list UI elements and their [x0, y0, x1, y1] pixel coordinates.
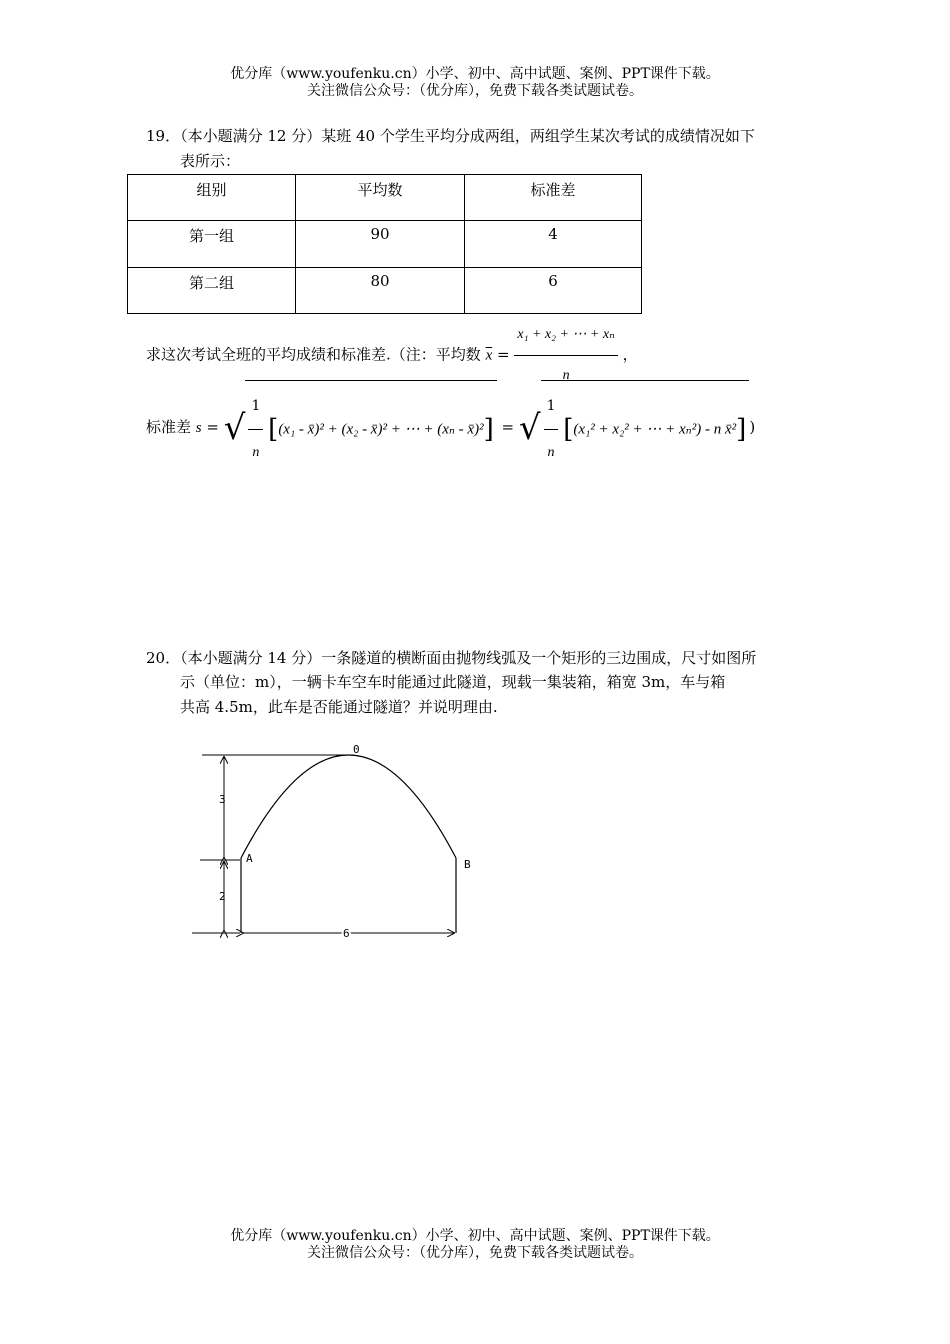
radical-sign-icon: √ [223, 408, 246, 448]
radicand-1 [245, 380, 496, 476]
q19-line-2: 表所示： [180, 152, 241, 170]
std-expression-1: (x₁ - x̄)² + (x₂ - x̄)² + ⋯ + (xₙ - x̄)² [278, 421, 484, 438]
q20-line-2: 示（单位：m），一辆卡车空车时能通过此隧道，现载一集装箱，箱宽 3m，车与箱 [180, 673, 726, 691]
q19-line-1: 19．（本小题满分 12 分）某班 40 个学生平均分成两组，两组学生某次考试的成绩情况如下 [146, 127, 755, 145]
tunnel-diagram [190, 740, 500, 950]
std-expression-2: (x₁² + x₂² + ⋯ + xₙ²) - n x̄² [573, 421, 737, 438]
table-header-cell: 标准差 [465, 175, 642, 221]
label-dim-6: 6 [343, 927, 350, 940]
equals-sign: = [206, 418, 219, 436]
table-cell: 6 [465, 268, 642, 314]
mean-numerator: x₁ + x₂ + ⋯ + xₙ [514, 315, 617, 356]
label-dim-3: 3 [219, 793, 226, 806]
label-dim-2: 2 [219, 890, 226, 903]
footer-line-1: 优分库（www.youfenku.cn）小学、初中、高中试题、案例、PPT课件下载。 [230, 1228, 720, 1244]
left-bracket-icon: [ [563, 414, 574, 445]
table-header-cell: 组别 [128, 175, 296, 221]
footer-line-2: 关注微信公众号：（优分库），免费下载各类试题试卷。 [307, 1245, 643, 1261]
radical-sign-icon: √ [518, 408, 541, 448]
label-b: B [464, 858, 471, 871]
table-row [128, 268, 642, 314]
q19-std-formula [146, 380, 755, 476]
mean-symbol: $\overline{x}$ [485, 347, 493, 364]
fraction-n: n [547, 445, 555, 460]
radicand-2 [541, 380, 750, 476]
one-over-n [544, 383, 559, 476]
label-a: A [246, 852, 253, 865]
q20-line-3: 共高 4.5m，此车是否能通过隧道？并说明理由. [180, 698, 498, 716]
parabola-arc [241, 755, 456, 858]
header-line-2: 关注微信公众号：（优分库），免费下载各类试题试卷。 [307, 83, 643, 99]
one-over-n [248, 383, 263, 476]
right-bracket-icon: ] [736, 414, 747, 445]
table-header-cell: 平均数 [296, 175, 465, 221]
table-row [128, 221, 642, 268]
std-symbol: s [195, 420, 202, 436]
fraction-n: n [252, 445, 260, 460]
table-cell: 90 [296, 221, 465, 268]
label-o: 0 [353, 743, 360, 756]
fraction-one: 1 [544, 383, 559, 430]
table-cell: 第一组 [128, 221, 296, 268]
page-footer [0, 1228, 950, 1262]
table-cell: 4 [465, 221, 642, 268]
left-bracket-icon: [ [268, 414, 279, 445]
table-cell: 80 [296, 268, 465, 314]
equals-sign: = [501, 418, 515, 436]
std-label: 标准差 [146, 418, 192, 436]
table-cell: 第二组 [128, 268, 296, 314]
right-bracket-icon: ] [483, 414, 494, 445]
header-line-1: 优分库（www.youfenku.cn）小学、初中、高中试题、案例、PPT课件下载。 [230, 66, 720, 82]
q20-line-1: 20．（本小题满分 14 分）一条隧道的横断面由抛物线弧及一个矩形的三边围成，尺寸如图所 [146, 649, 757, 667]
closing-paren: ) [749, 418, 756, 436]
equals-sign: = [497, 345, 510, 364]
page-header [0, 66, 950, 100]
comma: ， [622, 345, 638, 364]
q19-ask-text: 求这次考试全班的平均成绩和标准差.（注：平均数 [146, 345, 481, 364]
q19-score-table [127, 174, 642, 314]
mean-denominator: n [562, 368, 570, 383]
table-header-row [128, 175, 642, 221]
fraction-one: 1 [248, 383, 263, 430]
